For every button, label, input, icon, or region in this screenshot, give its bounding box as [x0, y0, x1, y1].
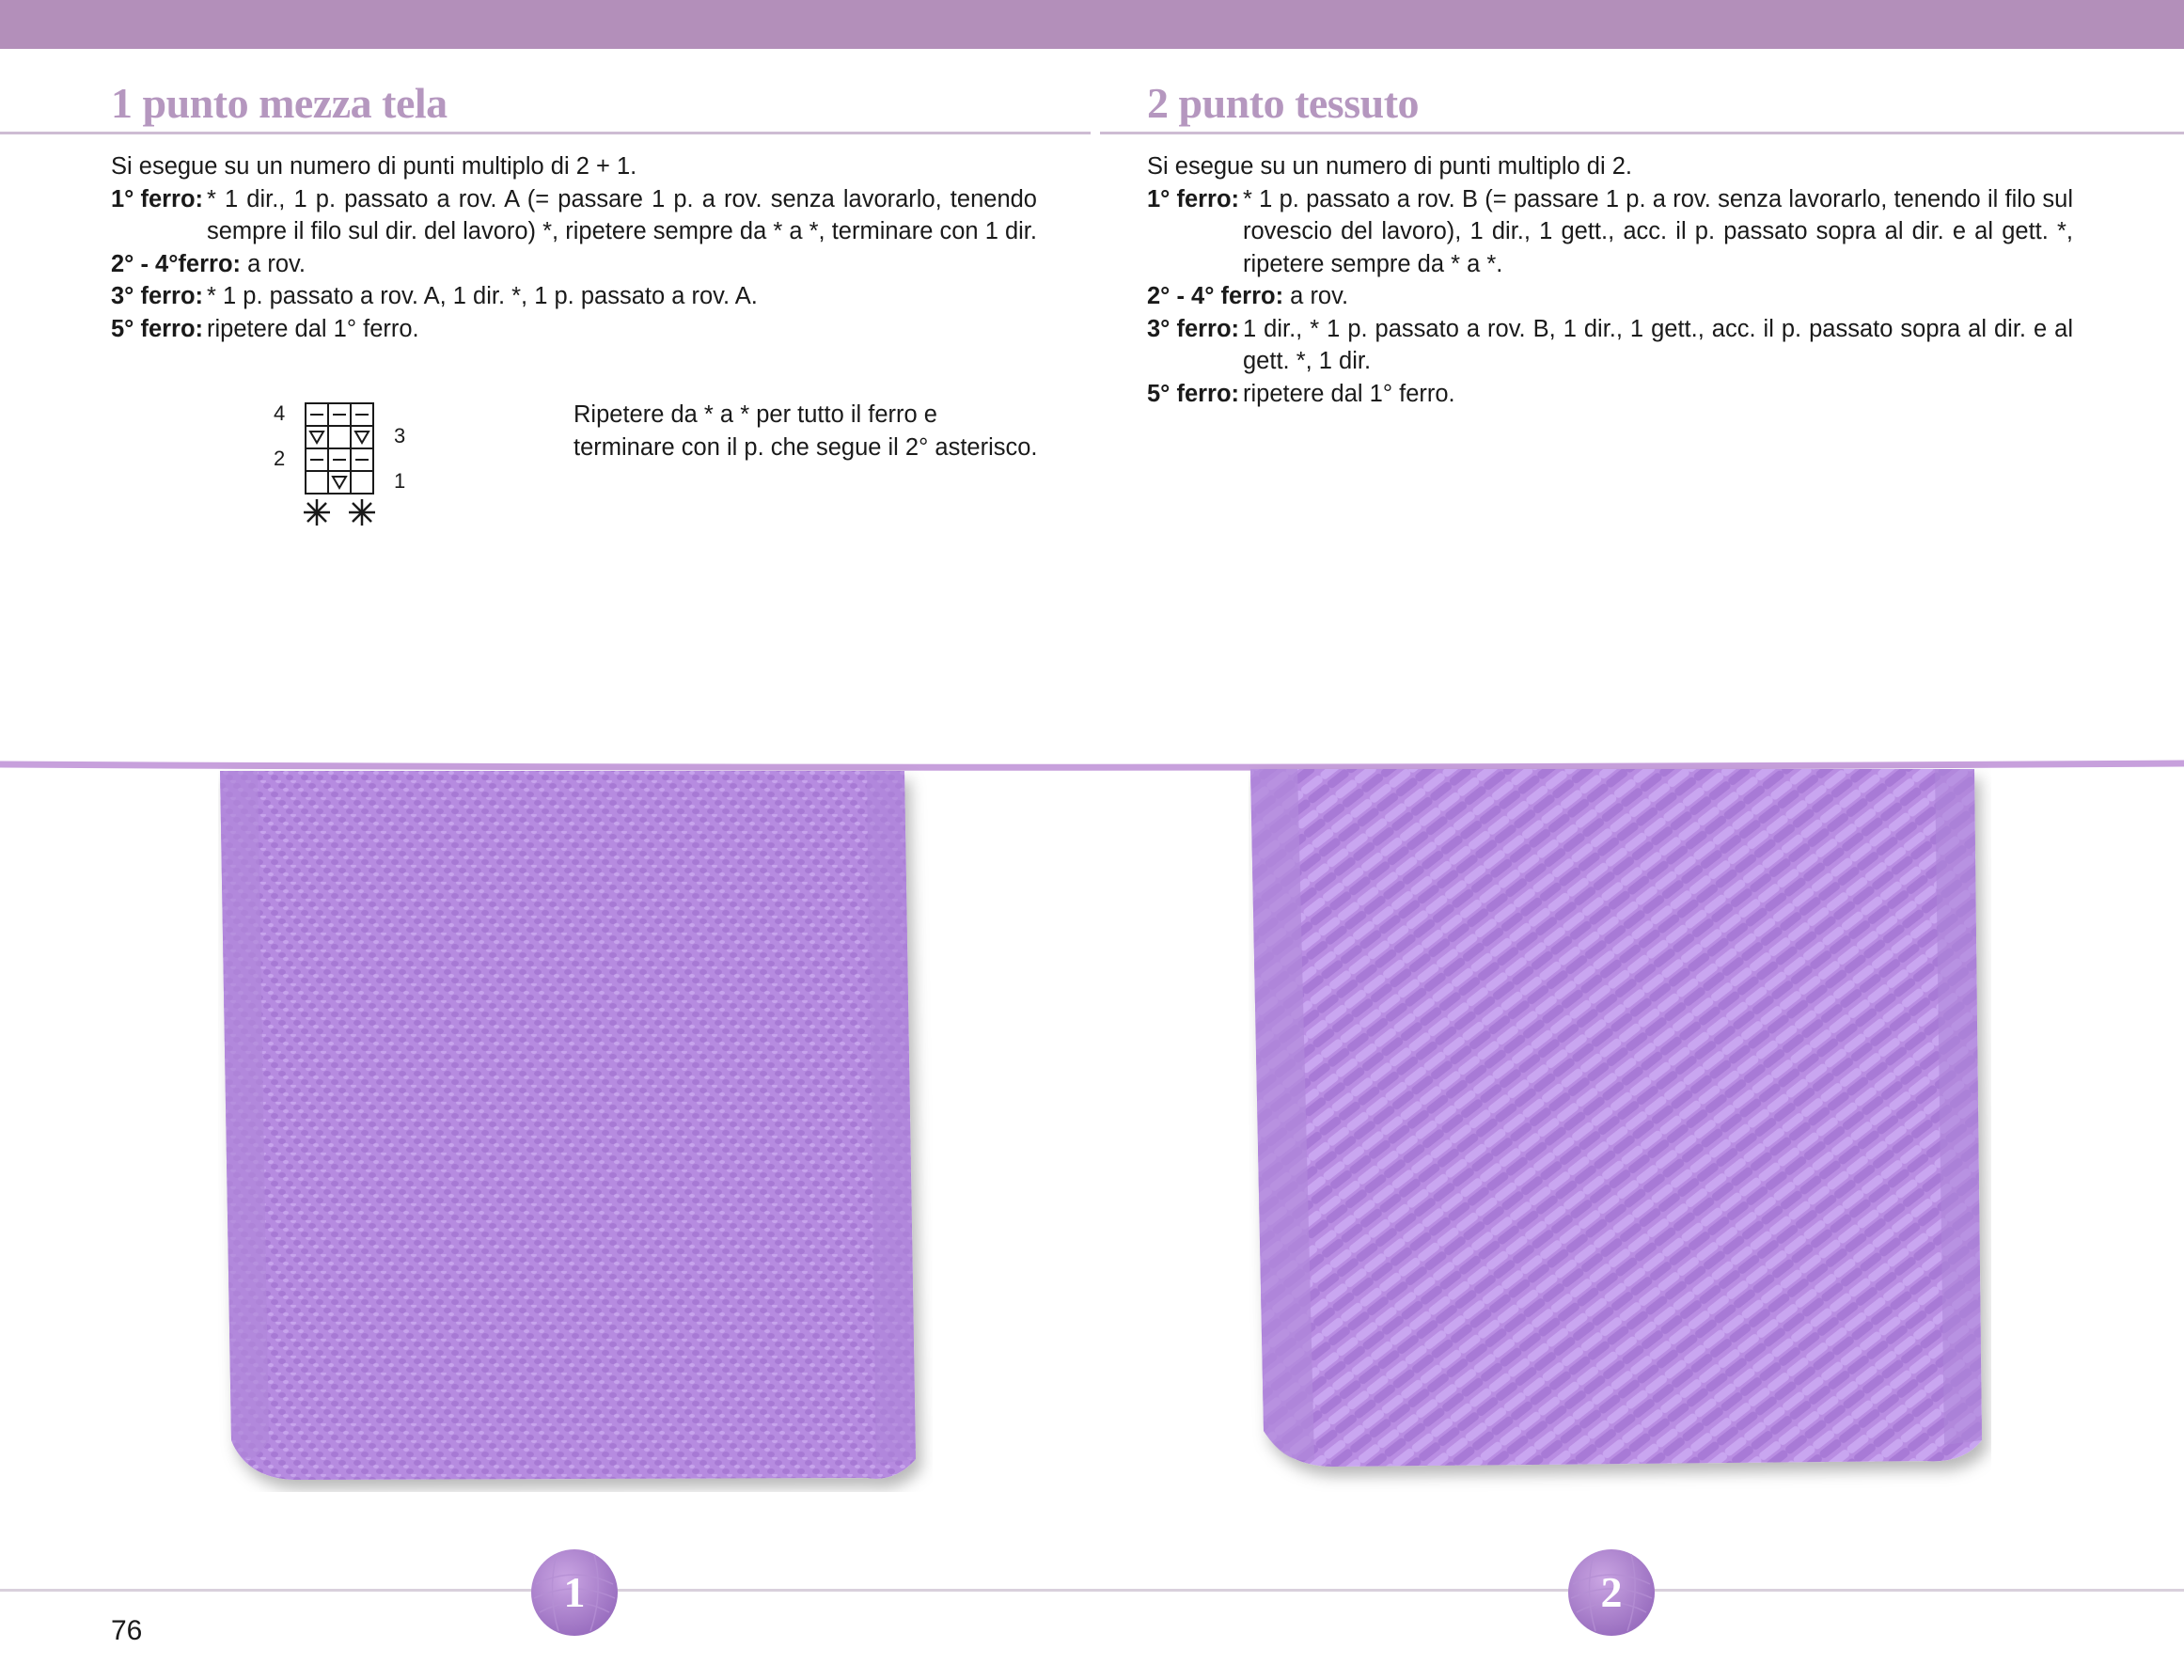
instruction-row — [1147, 280, 2073, 313]
row-label: 5° ferro: — [111, 315, 204, 342]
knitted-swatch-2 — [1249, 763, 1991, 1492]
row-text: * 1 p. passato a rov. A, 1 dir. *, 1 p. passato a rov. A. — [207, 283, 758, 309]
ball-number: 1 — [563, 1568, 586, 1616]
row-text: ripetere dal 1° ferro. — [207, 315, 419, 342]
row-text: 1 dir., * 1 p. passato a rov. B, 1 dir., 1 gett., acc. il p. passato sopra al dir. e al gett. *, 1 dir. — [1243, 315, 2073, 374]
title-rule-right — [1100, 132, 2184, 134]
row-text: * 1 dir., 1 p. passato a rov. A (= passare 1 p. a rov. senza lavorarlo, tenendo sempre il filo sul dir. del lavoro) *, ripetere sempre da * a *, terminare con 1 dir. — [207, 185, 1037, 244]
yarn-ball-1 — [528, 1547, 621, 1639]
row-label: 3° ferro: — [1147, 315, 1240, 342]
instruction-row — [1147, 313, 2073, 378]
row-text: ripetere dal 1° ferro. — [1243, 380, 1455, 407]
chart-row-label: 1 — [394, 469, 406, 493]
section-2 — [1147, 49, 2078, 130]
stitch-chart — [268, 399, 409, 549]
row-label: 1° ferro: — [111, 185, 204, 212]
row-label: 2° - 4°ferro: — [111, 250, 242, 277]
chart-row-label: 4 — [274, 401, 286, 425]
section-2-intro: Si esegue su un numero di punti multiplo di 2. — [1147, 153, 1632, 180]
stitch-chart-grid — [268, 399, 409, 549]
bottom-rule — [0, 1589, 2184, 1592]
instruction-row — [111, 183, 1037, 248]
section-1-title: 1 punto mezza tela — [111, 79, 448, 127]
top-color-band — [0, 0, 2184, 49]
instruction-row — [111, 313, 1037, 346]
section-1-instructions — [111, 150, 1037, 345]
row-text: a rov. — [241, 250, 306, 277]
section-1-intro: Si esegue su un numero di punti multiplo di 2 + 1. — [111, 153, 637, 180]
row-text: a rov. — [1283, 283, 1349, 309]
yarn-ball-2 — [1565, 1547, 1658, 1639]
section-2-instructions — [1147, 150, 2073, 410]
instruction-row — [111, 248, 1037, 281]
chart-row-label: 3 — [394, 424, 406, 447]
ball-number: 2 — [1600, 1568, 1623, 1616]
row-label: 1° ferro: — [1147, 185, 1240, 212]
instruction-row — [1147, 378, 2073, 411]
knitted-swatch-1 — [218, 763, 933, 1492]
title-rule-left — [0, 132, 1091, 134]
chart-note: Ripetere da * a * per tutto il ferro e terminare con il p. che segue il 2° asterisco. — [573, 401, 1038, 461]
row-label: 2° - 4° ferro: — [1147, 283, 1284, 309]
row-label: 3° ferro: — [111, 283, 204, 309]
instruction-row — [111, 280, 1037, 313]
row-label: 5° ferro: — [1147, 380, 1240, 407]
section-1 — [111, 49, 1042, 130]
page-number: 76 — [111, 1615, 143, 1646]
chart-row-label: 2 — [274, 447, 286, 470]
instruction-row — [1147, 183, 2073, 281]
section-2-title: 2 punto tessuto — [1147, 79, 1420, 127]
row-text: * 1 p. passato a rov. B (= passare 1 p. a rov. senza lavorarlo, tenendo il filo sul rovescio del lavoro), 1 dir., 1 gett., acc. il p. passato sopra al dir. e al gett. *, ripetere sempre da * a *. — [1243, 185, 2073, 277]
